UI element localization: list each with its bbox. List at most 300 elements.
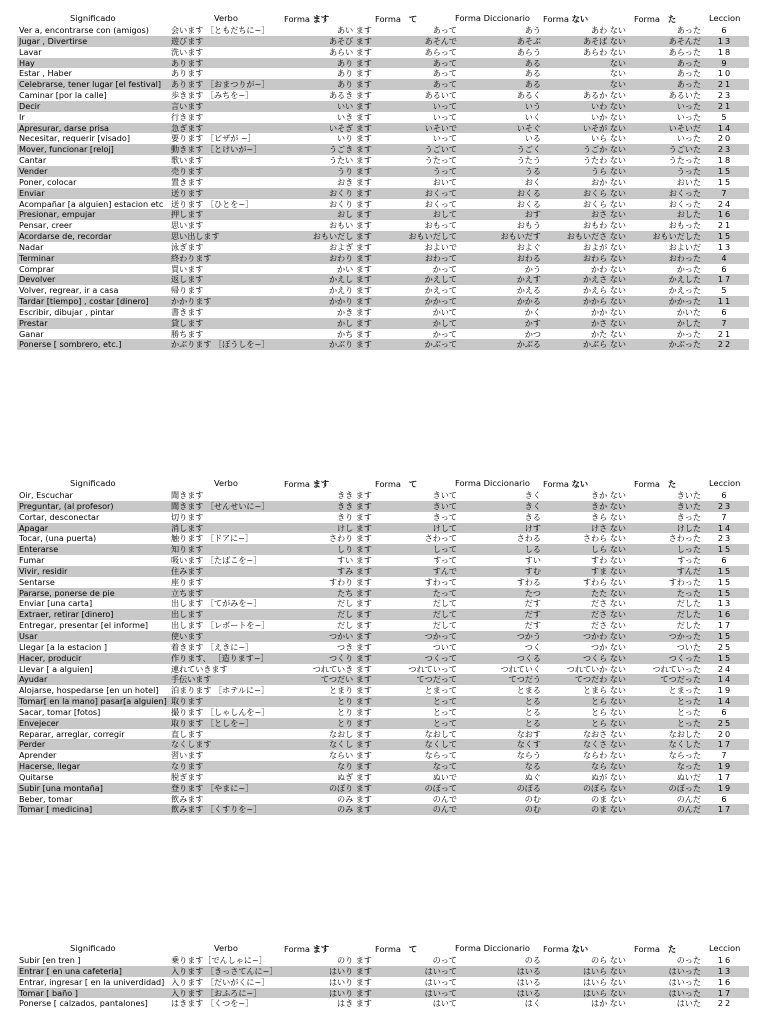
table-row [17, 296, 749, 307]
dictionary-form-cell: のむ [524, 793, 541, 804]
ta-form-cell: あった [676, 25, 701, 35]
nai-form-cell: はいら ない [582, 965, 626, 976]
lesson-cell: 6 [721, 306, 729, 317]
verb-cell: 書きます [171, 306, 204, 317]
table-row [17, 555, 749, 566]
nai-form-cell: はいら ない [582, 976, 626, 987]
header-verbo: Verbo [214, 478, 238, 488]
verb-cell: 取ります ［としを~］ [171, 717, 254, 728]
dictionary-form-cell: かかる [516, 296, 541, 307]
nai-form-cell: ない [609, 68, 626, 79]
table-row [17, 512, 749, 523]
lesson-cell: 19 [717, 782, 733, 793]
dictionary-form-cell: とる [524, 696, 541, 707]
table-row [17, 729, 749, 740]
ta-form-cell: ついた [676, 641, 701, 652]
ta-form-cell: ぬいだ [676, 771, 701, 782]
dictionary-form-cell: おくる [516, 187, 541, 198]
table-row [17, 199, 749, 210]
masu-form-cell: おわり ます [328, 252, 372, 263]
lesson-cell: 17 [717, 274, 733, 285]
nai-form-cell: あわ ない [591, 25, 626, 35]
masu-form-cell: ならい ます [328, 750, 372, 761]
meaning-cell: Lavar [19, 46, 42, 57]
table-row [17, 501, 749, 512]
nai-form-cell: かさ ない [591, 317, 626, 328]
verb-cell: 着きます ［えきに~］ [171, 641, 254, 652]
verb-cell: あります [171, 57, 204, 68]
ta-form-cell: なくした [668, 739, 701, 750]
masu-form-cell: はいり ます [328, 976, 372, 987]
verb-cell: 出します [171, 609, 204, 620]
te-form-cell: かって [432, 263, 457, 274]
masu-form-cell: きき ます [337, 490, 372, 500]
table-row [17, 242, 749, 253]
meaning-cell: Acordarse de, recordar [19, 231, 112, 242]
lesson-cell: 5 [721, 111, 729, 122]
table-row [17, 794, 749, 805]
lesson-cell: 21 [717, 79, 733, 90]
dictionary-form-cell: おす [524, 209, 541, 220]
dictionary-form-cell: きる [524, 511, 541, 522]
masu-form-cell: おし ます [337, 209, 372, 220]
lesson-cell: 13 [717, 35, 733, 46]
ta-form-cell: のんだ [676, 804, 701, 815]
dictionary-form-cell: かく [524, 306, 541, 317]
meaning-cell: Enterarse [19, 544, 59, 555]
masu-form-cell: いき ます [337, 111, 372, 122]
ta-form-cell: とった [676, 696, 701, 707]
lesson-cell: 17 [717, 771, 733, 782]
verb-cell: 言います [171, 100, 204, 111]
ta-form-cell: かかった [668, 296, 701, 307]
ta-form-cell: はいた [676, 998, 701, 1009]
masu-form-cell: しり ます [337, 544, 372, 555]
ta-form-cell: はいった [668, 965, 701, 976]
te-form-cell: おわって [424, 252, 457, 263]
header-forma-te: Forma て [375, 14, 418, 24]
masu-form-cell: きり ます [337, 511, 372, 522]
ta-form-cell: のった [676, 955, 701, 965]
meaning-cell: Sacar, tomar [fotos] [19, 706, 101, 717]
lesson-cell: 19 [717, 685, 733, 696]
nai-form-cell: おもいださ ない [566, 231, 626, 242]
masu-form-cell: あそび ます [328, 35, 372, 46]
verb-cell: 泳ぎます [171, 241, 204, 252]
dictionary-form-cell: きく [524, 490, 541, 500]
lesson-cell: 17 [717, 804, 733, 815]
ta-form-cell: およいだ [668, 241, 701, 252]
table-row [17, 998, 749, 1009]
header-leccion: Leccion [709, 13, 741, 23]
ta-form-cell: あるいた [668, 90, 701, 101]
verb-sheet-2 [17, 476, 749, 815]
ta-form-cell: とまった [668, 685, 701, 696]
meaning-cell: Prestar [19, 317, 48, 328]
verb-cell: 直します [171, 728, 204, 739]
header-significado: Significado [70, 943, 116, 953]
meaning-cell: Necesitar, requerir [visado] [19, 133, 131, 144]
table-row [17, 566, 749, 577]
dictionary-form-cell: ある [524, 68, 541, 79]
verb-cell: 歩きます ［みちを~］ [171, 90, 254, 101]
verb-cell: 入ります ［だいがくに~］ [171, 976, 270, 987]
masu-form-cell: おもいだし ます [312, 231, 372, 242]
ta-form-cell: すんだ [676, 565, 701, 576]
te-form-cell: なおして [424, 728, 457, 739]
meaning-cell: Volver, regrear, ir a casa [19, 285, 119, 296]
table-row [17, 58, 749, 69]
verb-cell: かぶります ［ぼうしを~］ [171, 339, 270, 350]
verb-cell: 使います [171, 630, 204, 641]
nai-form-cell: けさ ない [591, 522, 626, 533]
te-form-cell: なって [432, 761, 457, 772]
dictionary-form-cell: かぶる [516, 339, 541, 350]
masu-form-cell: だし ます [337, 609, 372, 620]
ta-form-cell: いった [676, 111, 701, 122]
verb-cell: 手伝います [171, 674, 212, 685]
table-row [17, 620, 749, 631]
meaning-cell: Pararse, ponerse de pie [19, 587, 115, 598]
table-row [17, 47, 749, 58]
dictionary-form-cell: すむ [524, 565, 541, 576]
dictionary-form-cell: とまる [516, 685, 541, 696]
ta-form-cell: はいった [668, 976, 701, 987]
dictionary-form-cell: あるく [516, 90, 541, 101]
nai-form-cell: ない [609, 57, 626, 68]
nai-form-cell: つかわ ない [582, 630, 626, 641]
table-row [17, 318, 749, 329]
meaning-cell: Vender [19, 165, 48, 176]
header-forma-diccionario: Forma Diccionario [455, 13, 530, 23]
header-verbo: Verbo [214, 943, 238, 953]
dictionary-form-cell: おもう [516, 220, 541, 231]
table-row [17, 155, 749, 166]
table-row [17, 79, 749, 90]
lesson-cell: 22 [717, 998, 733, 1009]
verb-cell: 出します ［てがみを~］ [171, 598, 262, 609]
dictionary-form-cell: なる [524, 761, 541, 772]
table-row [17, 133, 749, 144]
ta-form-cell: おもった [668, 220, 701, 231]
te-form-cell: とって [432, 696, 457, 707]
masu-form-cell: あり ます [337, 57, 372, 68]
nai-form-cell: おくら ない [582, 187, 626, 198]
table-row [17, 966, 749, 977]
te-form-cell: かぶって [424, 339, 457, 350]
lesson-cell: 17 [717, 620, 733, 631]
masu-form-cell: おき ます [337, 176, 372, 187]
table-row [17, 696, 749, 707]
dictionary-form-cell: あらう [516, 46, 541, 57]
nai-form-cell: のら ない [591, 955, 626, 965]
verb-cell: 売ります [171, 165, 204, 176]
masu-form-cell: とまり ます [328, 685, 372, 696]
dictionary-form-cell: はいる [516, 987, 541, 998]
te-form-cell: たって [432, 587, 457, 598]
verb-sheet-1 [17, 11, 749, 350]
meaning-cell: Decir [19, 100, 41, 111]
dictionary-form-cell: とる [524, 706, 541, 717]
nai-form-cell: おもわ ない [582, 220, 626, 231]
ta-form-cell: とった [676, 706, 701, 717]
nai-form-cell: のま ない [591, 793, 626, 804]
dictionary-form-cell: いう [524, 100, 541, 111]
lesson-cell: 15 [717, 176, 733, 187]
meaning-cell: Apagar [19, 522, 49, 533]
masu-form-cell: つくり ます [328, 652, 372, 663]
ta-form-cell: おくった [668, 198, 701, 209]
table-row [17, 772, 749, 783]
verb-cell: 置きます [171, 176, 204, 187]
te-form-cell: おくって [424, 187, 457, 198]
masu-form-cell: すわり ます [328, 576, 372, 587]
verb-cell: 住みます [171, 565, 204, 576]
ta-form-cell: すわった [668, 576, 701, 587]
ta-form-cell: きいた [676, 490, 701, 500]
ta-form-cell: かえした [668, 274, 701, 285]
masu-form-cell: のみ ます [337, 804, 372, 815]
te-form-cell: はいって [424, 965, 457, 976]
lesson-cell: 6 [721, 706, 729, 717]
dictionary-form-cell: おもいだす [500, 231, 541, 242]
table-row [17, 112, 749, 123]
nai-form-cell: なおさ ない [582, 728, 626, 739]
header-significado: Significado [70, 478, 116, 488]
table-row [17, 166, 749, 177]
verb-cell: なくします [171, 739, 212, 750]
masu-form-cell: だし ます [337, 598, 372, 609]
ta-form-cell: かえった [668, 285, 701, 296]
lesson-cell: 11 [717, 296, 733, 307]
meaning-cell: Alojarse, hospedarse [en un hotel] [19, 685, 159, 696]
lesson-cell: 6 [721, 490, 729, 500]
dictionary-form-cell: つくる [516, 652, 541, 663]
lesson-cell: 4 [721, 252, 729, 263]
te-form-cell: すって [433, 555, 457, 566]
lesson-cell: 16 [717, 955, 733, 965]
masu-form-cell: かし ます [337, 317, 372, 328]
table-row [17, 718, 749, 729]
ta-form-cell: おいた [676, 176, 701, 187]
meaning-cell: Escribir, dibujar , pintar [19, 306, 115, 317]
ta-form-cell: とった [676, 717, 701, 728]
lesson-cell: 25 [717, 641, 733, 652]
table-row [17, 339, 749, 350]
dictionary-form-cell: おく [524, 176, 541, 187]
nai-form-cell: はいら ない [582, 987, 626, 998]
nai-form-cell: かわ ない [591, 263, 626, 274]
ta-form-cell: いった [676, 100, 701, 111]
nai-form-cell: かか ない [591, 306, 626, 317]
dictionary-form-cell: かえる [516, 285, 541, 296]
te-form-cell: かして [432, 317, 457, 328]
meaning-cell: Ganar [19, 328, 44, 339]
nai-form-cell: あるか ない [582, 90, 626, 101]
te-form-cell: はいって [424, 976, 457, 987]
table-row [17, 253, 749, 264]
masu-form-cell: うり ます [337, 165, 372, 176]
verb-cell: 飲みます [171, 793, 204, 804]
header-forma-masu: Forma ます [284, 479, 330, 489]
table-row [17, 123, 749, 134]
masu-form-cell: あり ます [337, 68, 372, 79]
lesson-cell: 6 [721, 793, 729, 804]
verb-cell: 急ぎます [171, 122, 204, 133]
meaning-cell: Comprar [19, 263, 55, 274]
lesson-cell: 25 [717, 717, 733, 728]
meaning-cell: Pensar, creer [19, 220, 73, 231]
meaning-cell: Entrar, ingresar [ en la univerdidad] [19, 976, 165, 987]
dictionary-form-cell: あう [524, 25, 541, 35]
te-form-cell: おもいだして [408, 231, 457, 242]
table-row [17, 707, 749, 718]
dictionary-form-cell: けす [524, 522, 541, 533]
dictionary-form-cell: なおす [516, 728, 541, 739]
table-row [17, 220, 749, 231]
lesson-cell: 10 [717, 68, 733, 79]
verb-cell: 触ります ［ドアに~］ [171, 533, 253, 544]
table-header [17, 11, 749, 25]
meaning-cell: Celebrarse, tener lugar [el festival] [19, 79, 162, 90]
lesson-cell: 15 [717, 652, 733, 663]
verb-cell: 洗います [171, 46, 204, 57]
lesson-cell: 7 [721, 511, 729, 522]
verb-cell: 会います ［ともだちに~］ [171, 25, 270, 35]
verb-cell: 切ります [171, 511, 204, 522]
masu-form-cell: てつだい ます [320, 674, 372, 685]
masu-form-cell: すみ ます [337, 565, 372, 576]
lesson-cell: 13 [717, 598, 733, 609]
table-row [17, 533, 749, 544]
dictionary-form-cell: てつだう [508, 674, 541, 685]
dictionary-form-cell: はく [524, 998, 541, 1009]
verb-cell: 登ります ［やまに~］ [171, 782, 254, 793]
ta-form-cell: なった [676, 761, 701, 772]
te-form-cell: おもって [424, 220, 457, 231]
lesson-cell: 24 [717, 198, 733, 209]
masu-form-cell: つかい ます [328, 630, 372, 641]
dictionary-form-cell: つく [524, 641, 541, 652]
dictionary-form-cell: すわる [516, 576, 541, 587]
nai-form-cell: うたわ ない [582, 155, 626, 166]
te-form-cell: おいて [432, 176, 457, 187]
verb-cell: 乗ります［でんしゃに~］ [171, 955, 267, 965]
verb-cell: 貸します [171, 317, 204, 328]
meaning-cell: Terminar [19, 252, 55, 263]
lesson-cell: 6 [721, 555, 729, 566]
verb-cell: 出します ［レポートを~］ [171, 620, 270, 631]
te-form-cell: うごいて [424, 144, 457, 155]
table-row [17, 631, 749, 642]
dictionary-form-cell: かえす [516, 274, 541, 285]
masu-form-cell: かぶり ます [328, 339, 372, 350]
nai-form-cell: かから ない [582, 296, 626, 307]
nai-form-cell: きら ない [591, 511, 626, 522]
verb-cell: 返します [171, 274, 204, 285]
lesson-cell: 23 [717, 144, 733, 155]
meaning-cell: Tardar [tiempo] , costar [dinero] [19, 296, 149, 307]
table-row [17, 209, 749, 220]
nai-form-cell: はか ない [591, 998, 626, 1009]
dictionary-form-cell: およぐ [516, 241, 541, 252]
verb-cell: 要ります ［ビザが ~］ [171, 133, 256, 144]
lesson-cell: 16 [717, 609, 733, 620]
dictionary-form-cell: だす [524, 598, 541, 609]
table-row [17, 977, 749, 988]
nai-form-cell: なら ない [591, 761, 626, 772]
nai-form-cell: なくさ ない [582, 739, 626, 750]
table-row [17, 577, 749, 588]
dictionary-form-cell: のる [524, 955, 541, 965]
ta-form-cell: あらった [668, 46, 701, 57]
lesson-cell: 17 [717, 987, 733, 998]
dictionary-form-cell: おわる [516, 252, 541, 263]
meaning-cell: Subir [una montaña] [19, 782, 103, 793]
te-form-cell: あって [432, 68, 457, 79]
masu-form-cell: うごき ます [328, 144, 372, 155]
te-form-cell: はいて [432, 998, 457, 1009]
meaning-cell: Usar [19, 630, 38, 641]
te-form-cell: ついて [432, 641, 457, 652]
ta-form-cell: さわった [668, 533, 701, 544]
meaning-cell: Llegar [a la estacion ] [19, 641, 108, 652]
te-form-cell: だして [432, 620, 457, 631]
lesson-cell: 13 [717, 241, 733, 252]
table-row [17, 177, 749, 188]
lesson-cell: 23 [717, 500, 733, 511]
table-row [17, 264, 749, 275]
nai-form-cell: ぬが ない [591, 771, 626, 782]
lesson-cell: 20 [717, 133, 733, 144]
te-form-cell: いそいで [424, 122, 457, 133]
lesson-cell: 13 [717, 965, 733, 976]
ta-form-cell: うった [676, 165, 701, 176]
header-forma-masu: Forma ます [284, 14, 330, 24]
masu-form-cell: きき ます [337, 500, 372, 511]
nai-form-cell: すわ ない [591, 555, 626, 566]
lesson-cell: 15 [717, 576, 733, 587]
te-form-cell: いって [432, 111, 457, 122]
te-form-cell: てつだって [416, 674, 457, 685]
meaning-cell: Enviar [una carta] [19, 598, 93, 609]
verb-cell: 終わります [171, 252, 212, 263]
nai-form-cell: およが ない [582, 241, 626, 252]
nai-form-cell: かた ない [591, 328, 626, 339]
header-forma-ta: Forma た [634, 14, 677, 24]
ta-form-cell: あった [676, 57, 701, 68]
nai-form-cell: とまら ない [582, 685, 626, 696]
table-row [17, 685, 749, 696]
masu-form-cell: かき ます [337, 306, 372, 317]
dictionary-form-cell: つれていく [500, 663, 541, 674]
meaning-cell: Preguntar, (al profesor) [19, 500, 114, 511]
header-significado: Significado [70, 13, 116, 23]
header-forma-diccionario: Forma Diccionario [455, 478, 530, 488]
lesson-cell: 20 [717, 728, 733, 739]
masu-form-cell: すい ます [337, 555, 372, 566]
meaning-cell: Mover, funcionar [reloj] [19, 144, 114, 155]
table-row [17, 36, 749, 47]
masu-form-cell: あるき ます [328, 90, 372, 101]
nai-form-cell: とら ない [591, 717, 626, 728]
verb-cell: 聞きます [171, 490, 204, 500]
lesson-cell: 6 [721, 263, 729, 274]
nai-form-cell: おか ない [591, 176, 626, 187]
verb-cell: 連れていきます [171, 663, 228, 674]
nai-form-cell: のぼら ない [582, 782, 626, 793]
table-row [17, 988, 749, 999]
